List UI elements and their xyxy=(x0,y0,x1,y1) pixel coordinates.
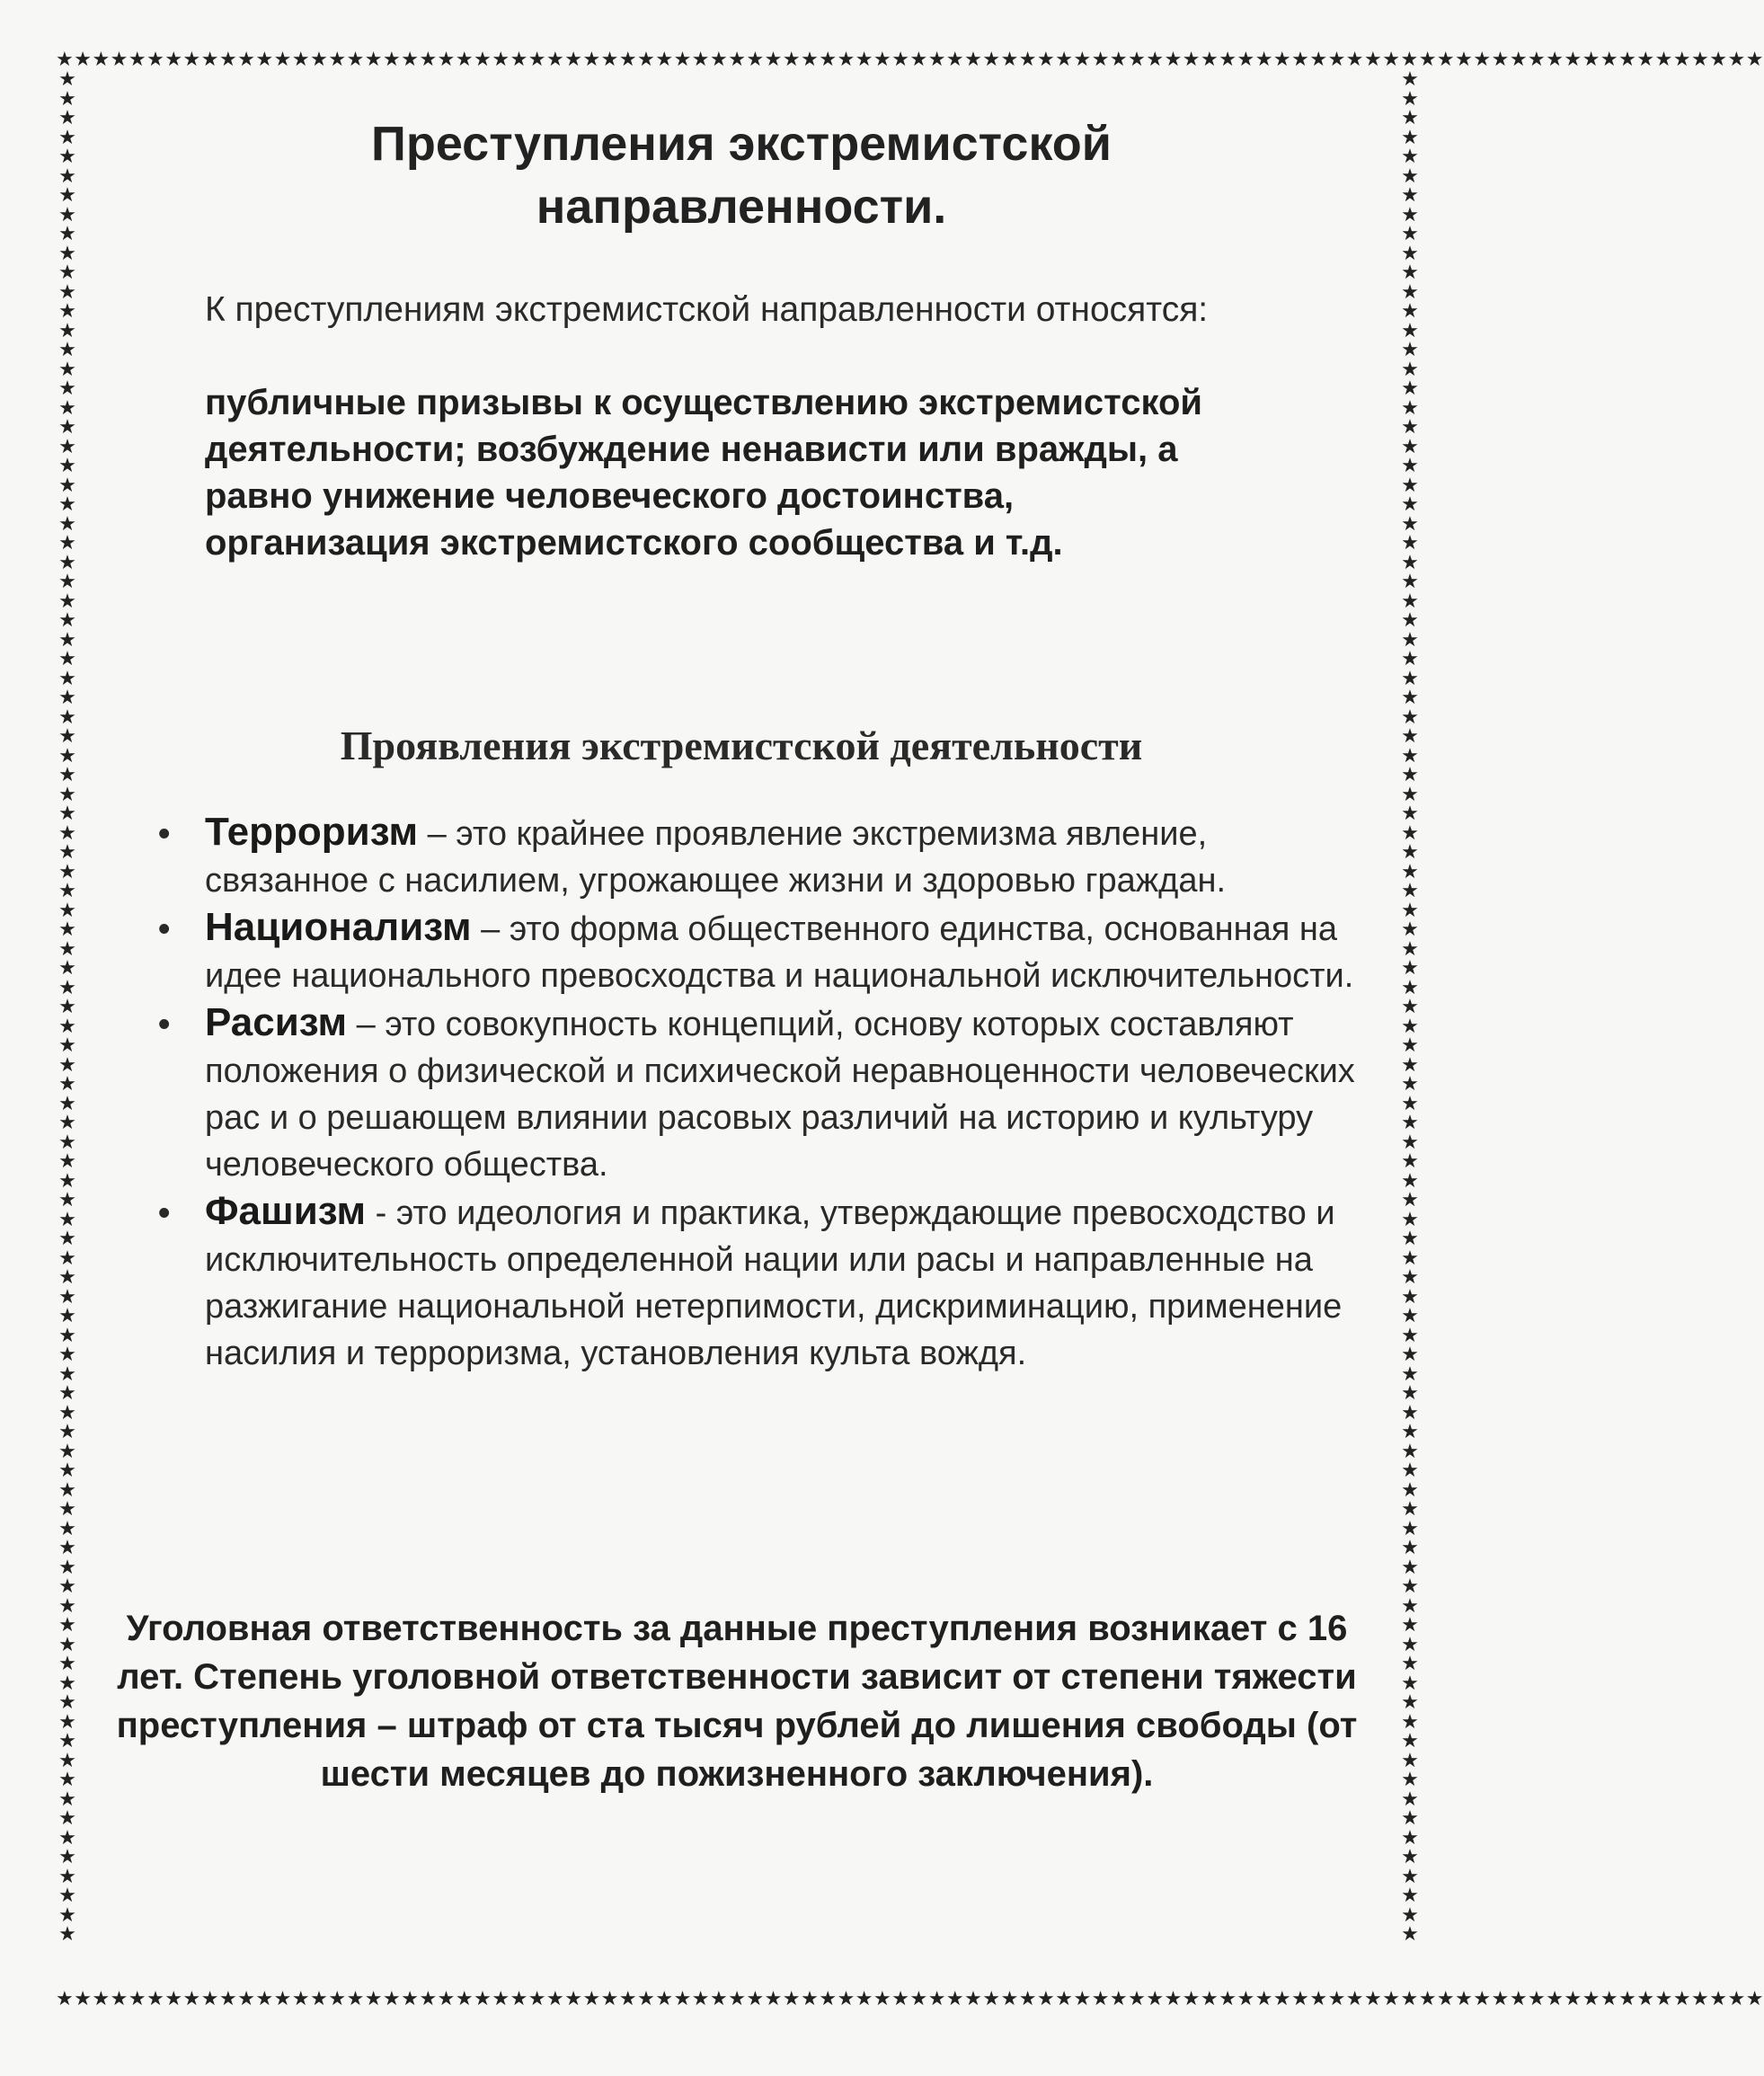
intro-text: К преступлениям экстремистской направленности относятся: xyxy=(205,290,1209,329)
list-item-racism xyxy=(153,999,1357,1188)
page-title-line-1: Преступления экстремистской xyxy=(371,117,1112,171)
section-heading: Проявления экстремистской деятельности xyxy=(340,723,1143,768)
term-nationalism: Национализм xyxy=(205,905,472,949)
page-title xyxy=(162,112,1321,238)
term-racism: Расизм xyxy=(205,1000,348,1044)
definition-text: публичные призывы к осуществлению экстремистской деятельности; возбуждение ненависти или вражды, а равно унижение человеческого достоинства, организация экстремистского сообщества и т.д. xyxy=(205,383,1202,563)
description-fascism: - это идеология и практика, утверждающие превосходство и исключительность определенной нации или расы и направленные на разжигание национальной нетерпимости, дискриминацию, применение насилия и терроризма, установления культа вождя. xyxy=(205,1194,1343,1372)
list-item-terrorism xyxy=(153,809,1357,904)
term-fascism: Фашизм xyxy=(205,1189,367,1233)
manifestations-list xyxy=(153,809,1357,1377)
bullet-dot-icon: • xyxy=(158,910,171,948)
bullet-dot-icon: • xyxy=(158,1006,171,1043)
star-border-top: ★★★★★★★★★★★★★★★★★★★★★★★★★★★★★★★★★★★★★★★★★★★★★★★★★★★★★★★★★★★★★★★★★★★★★★★★★★★★★★★★★★★★★★★★★★★★★★ xyxy=(56,49,1764,71)
description-racism: – это совокупность концепций, основу которых составляют положения о физической и психической неравноценности человеческих рас и о решающем влиянии расовых различий на историю и культуру человеческого общества. xyxy=(205,1006,1355,1184)
bullet-dot-icon: • xyxy=(158,815,171,853)
bullet-dot-icon: • xyxy=(158,1194,171,1232)
conclusion-text: Уголовная ответственность за данные преступления возникает с 16 лет. Степень уголовной ответственности зависит от степени тяжести преступления – штраф от ста тысяч рублей до лишения свободы (от шести месяцев до пожизненного заключения). xyxy=(116,1609,1358,1794)
term-terrorism: Терроризм xyxy=(205,810,419,854)
list-item-fascism xyxy=(153,1188,1357,1377)
star-border-bottom: ★★★★★★★★★★★★★★★★★★★★★★★★★★★★★★★★★★★★★★★★★★★★★★★★★★★★★★★★★★★★★★★★★★★★★★★★★★★★★★★★★★★★★★★★★★★★★★ xyxy=(56,1988,1764,2010)
list-item-nationalism xyxy=(153,904,1357,999)
star-border-right: ★★★★★★★★★★★★★★★★★★★★★★★★★★★★★★★★★★★★★★★★★★★★★★★★★★★★★★★★★★★★★★★★★★★★★★★★★★★★★★★★★★★★★★★★★★★★★★★★★ xyxy=(1401,68,1419,1946)
star-border-left: ★★★★★★★★★★★★★★★★★★★★★★★★★★★★★★★★★★★★★★★★★★★★★★★★★★★★★★★★★★★★★★★★★★★★★★★★★★★★★★★★★★★★★★★★★★★★★★★★★ xyxy=(58,68,76,1946)
page-title-line-2: направленности. xyxy=(536,180,947,234)
description-terrorism: – это крайнее проявление экстремизма явление, связанное с насилием, угрожающее жизни и здоровью граждан. xyxy=(205,815,1227,900)
description-nationalism: – это форма общественного единства, основанная на идее национального превосходства и национальной исключительности. xyxy=(205,910,1354,995)
